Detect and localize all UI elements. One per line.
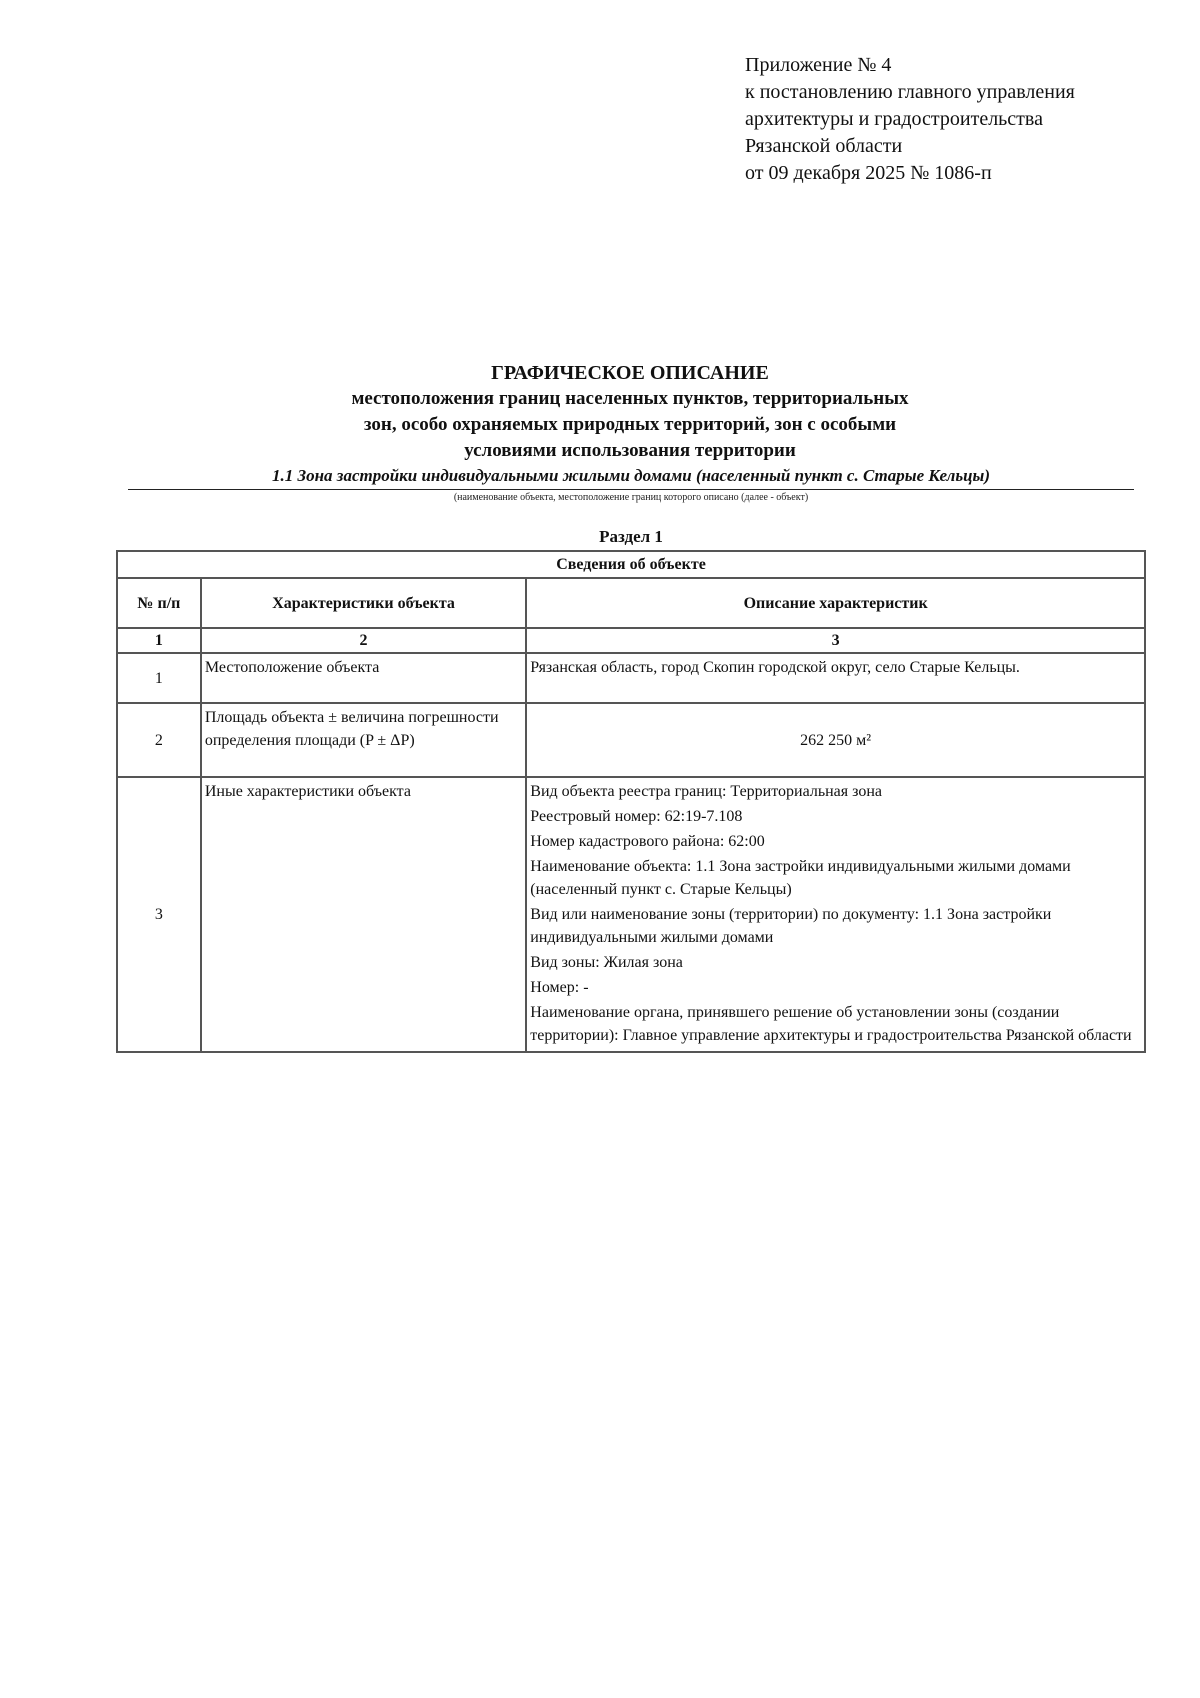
appendix-line: к постановлению главного управления: [745, 81, 1075, 103]
table-caption: Сведения об объекте: [117, 551, 1145, 578]
appendix-header: [745, 52, 1075, 187]
row-description: 262 250 м²: [526, 703, 1145, 777]
row-number: 3: [117, 777, 201, 1052]
row-characteristic: Иные характеристики объекта: [201, 777, 526, 1052]
title-main: ГРАФИЧЕСКОЕ ОПИСАНИЕ: [491, 362, 769, 384]
row-description: [526, 777, 1145, 1052]
table-row: [117, 653, 1145, 703]
object-info-table: [116, 550, 1146, 1053]
header-num: № п/п: [117, 578, 201, 628]
description-line: Наименование объекта: 1.1 Зона застройки индивидуальными жилыми домами (населенный пункт с. Старые Кельцы): [530, 858, 1071, 898]
row-number: 1: [117, 653, 201, 703]
title-line: зон, особо охраняемых природных территорий, зон с особыми: [363, 414, 897, 435]
row-characteristic: Местоположение объекта: [201, 653, 526, 703]
object-name: 1.1 Зона застройки индивидуальными жилыми домами (населенный пункт с. Старые Кельцы): [128, 465, 1134, 490]
table-row: [117, 777, 1145, 1052]
description-line: Номер кадастрового района: 62:00: [530, 833, 765, 850]
object-name-note: (наименование объекта, местоположение границ которого описано (далее - объект): [453, 492, 809, 503]
column-number: 1: [117, 628, 201, 653]
header-description: Описание характеристик: [526, 578, 1145, 628]
description-line: Номер: -: [530, 979, 589, 996]
section-label: Раздел 1: [599, 527, 663, 546]
row-number: 2: [117, 703, 201, 777]
appendix-line: архитектуры и градостроительства: [745, 108, 1043, 130]
table-row: [117, 703, 1145, 777]
description-line: Реестровый номер: 62:19-7.108: [530, 808, 743, 825]
description-line: Наименование органа, принявшего решение об установлении зоны (создании территории): Главное управление архитектуры и градостроительства Рязанской области: [530, 1004, 1132, 1044]
appendix-number: Приложение № 4: [745, 54, 892, 76]
appendix-line: Рязанской области: [745, 135, 903, 157]
column-number: 3: [526, 628, 1145, 653]
column-number: 2: [201, 628, 526, 653]
row-description: Рязанская область, город Скопин городской округ, село Старые Кельцы.: [526, 653, 1145, 703]
description-line: Вид зоны: Жилая зона: [530, 954, 683, 971]
description-line: Вид или наименование зоны (территории) по документу: 1.1 Зона застройки индивидуальными жилыми домами: [530, 906, 1052, 946]
row-characteristic: Площадь объекта ± величина погрешности определения площади (P ± ΔP): [201, 703, 526, 777]
title-line: условиями использования территории: [464, 440, 796, 461]
appendix-date: от 09 декабря 2025 № 1086-п: [745, 162, 992, 184]
description-line: Вид объекта реестра границ: Территориальная зона: [530, 783, 883, 800]
title-line: местоположения границ населенных пунктов, территориальных: [351, 388, 909, 409]
header-characteristics: Характеристики объекта: [201, 578, 526, 628]
document-title: [120, 360, 1140, 464]
